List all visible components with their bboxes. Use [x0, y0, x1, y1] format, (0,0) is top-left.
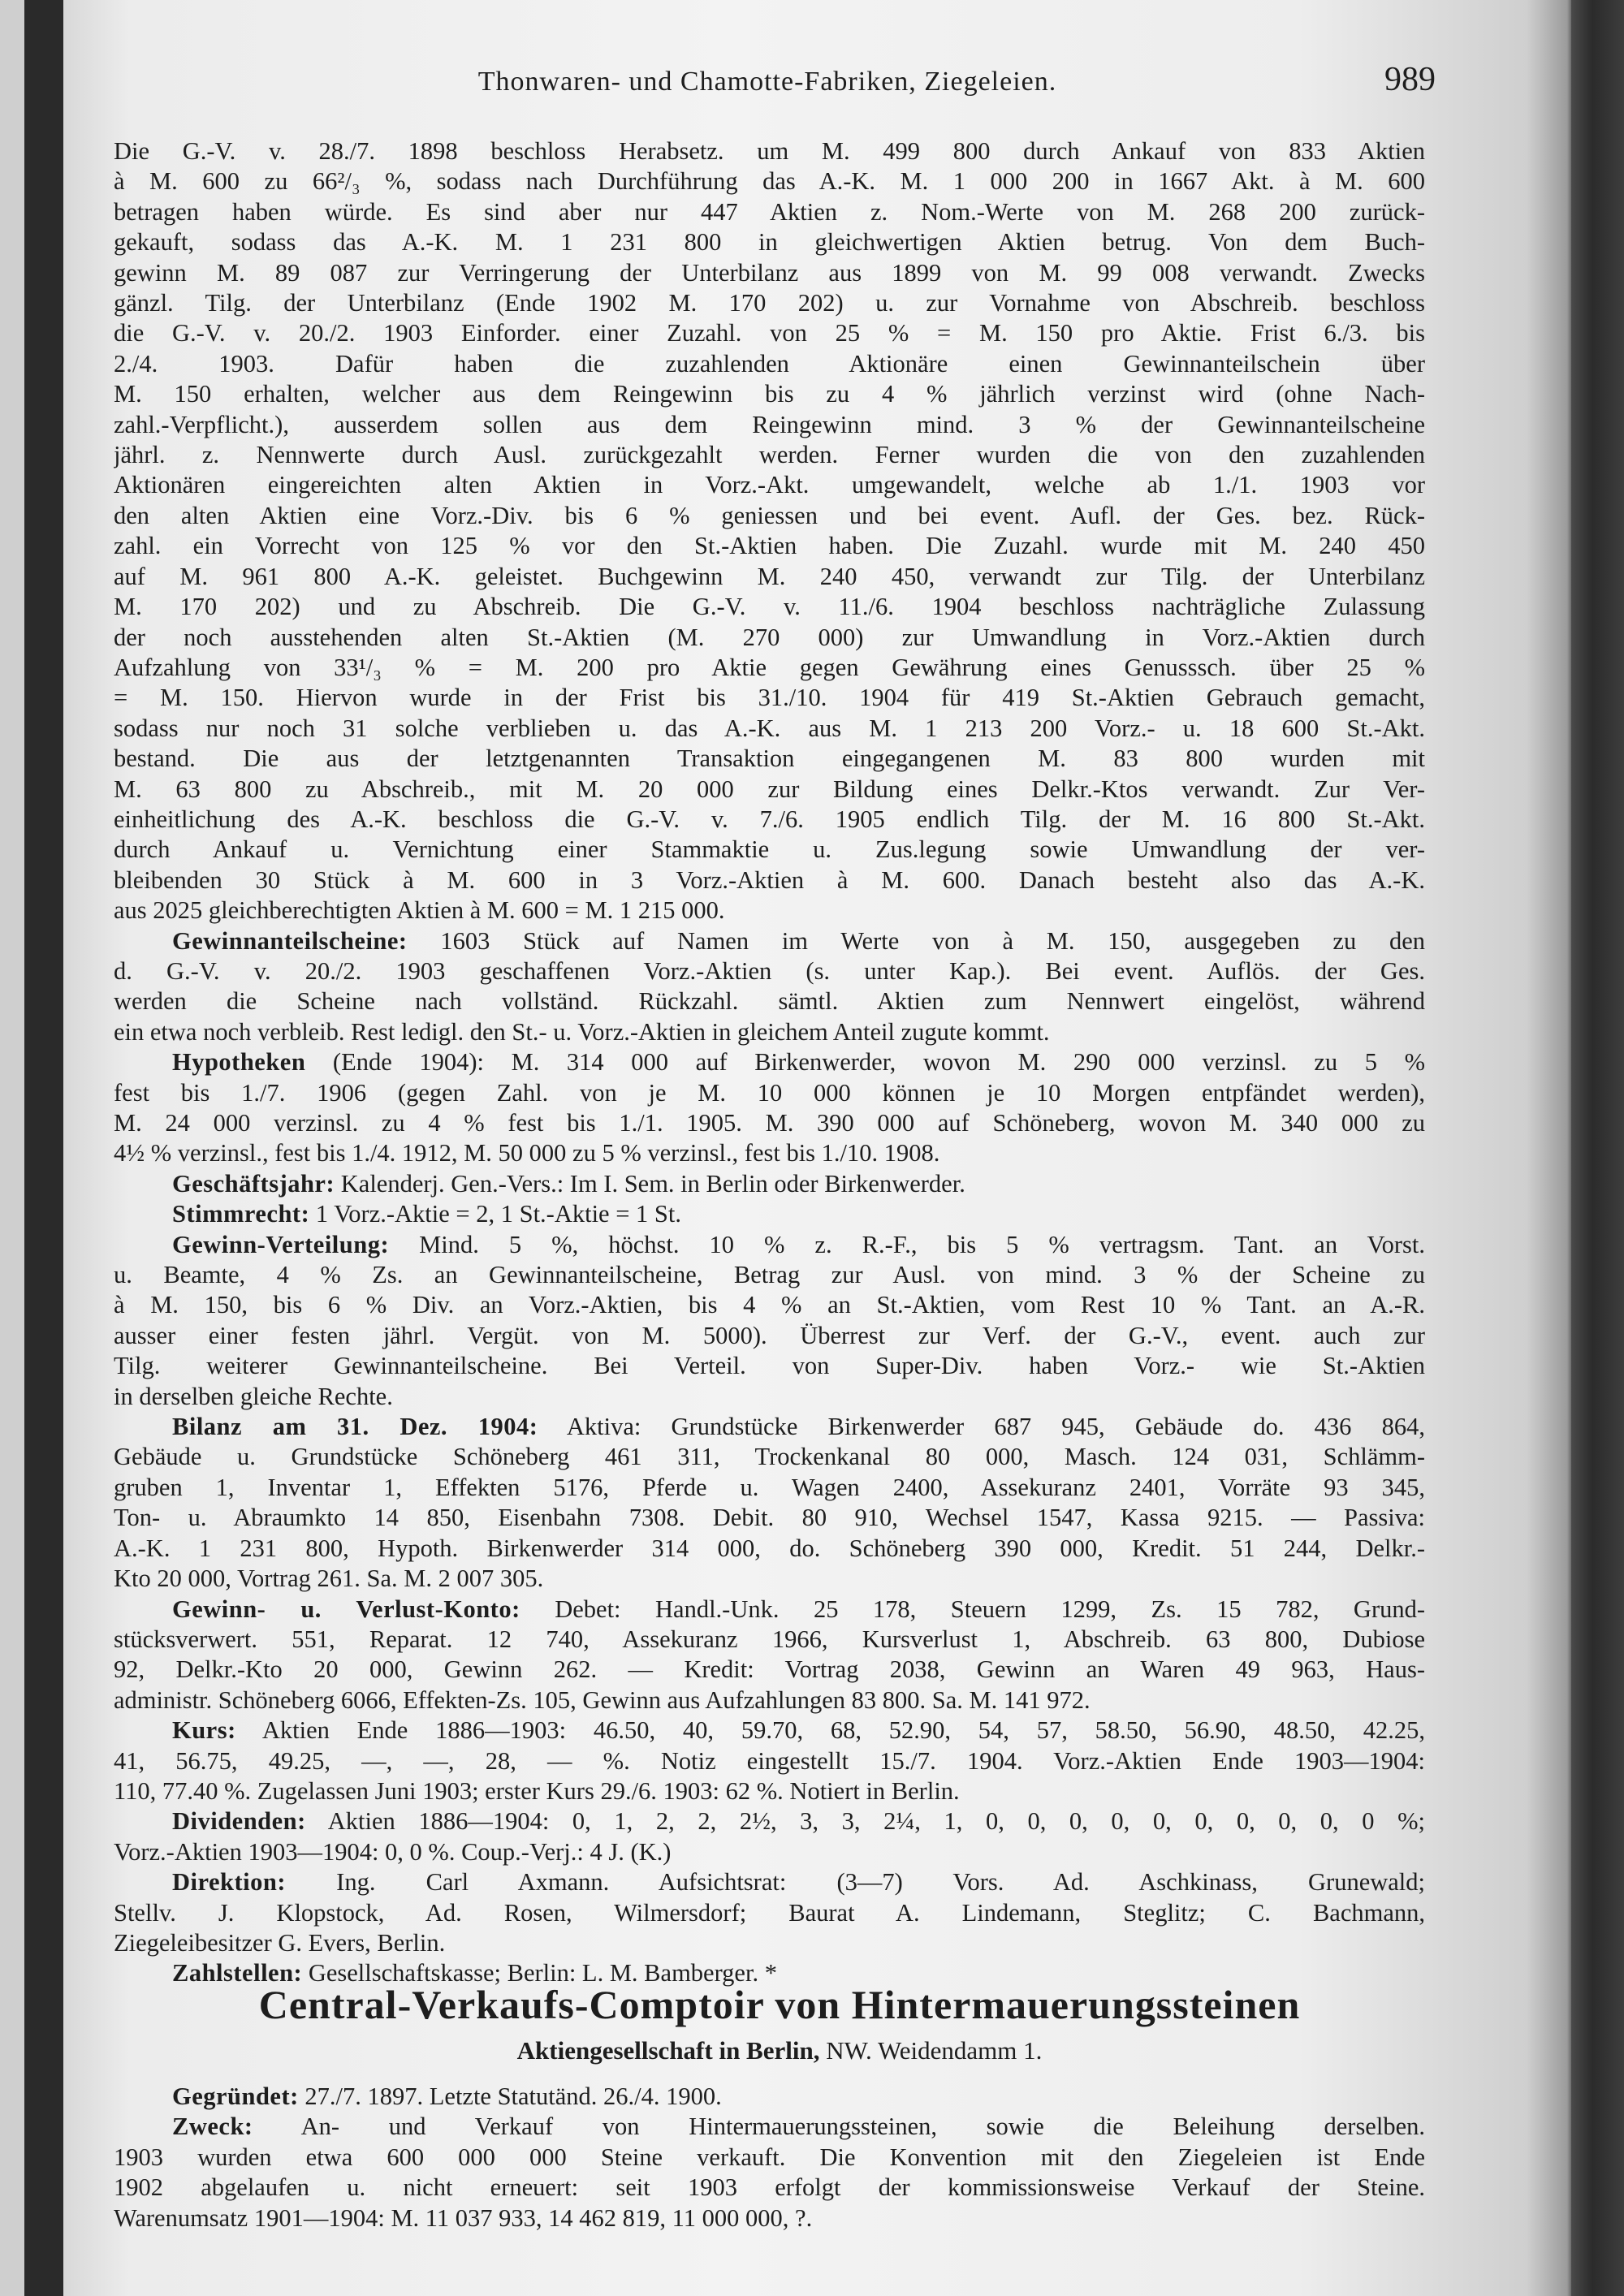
- text-line: gewinn M. 89 087 zur Verringerung der Unterbilanz aus 1899 von M. 99 008 verwandt. Zwecks: [114, 258, 1425, 287]
- text-line: gekauft, sodass das A.-K. M. 1 231 800 in gleichwertigen Aktien betrug. Von dem Buch-: [114, 228, 1425, 257]
- section-label: Zweck:: [172, 2113, 253, 2141]
- text-line: [114, 2112, 1425, 2142]
- text-line: der noch ausstehenden alten St.-Aktien (M. 270 000) zur Umwandlung in Vorz.-Aktien durch: [114, 623, 1425, 651]
- header-title: Thonwaren- und Chamotte-Fabriken, Ziegeleien.: [477, 67, 1057, 97]
- text-line: Warenumsatz 1901—1904: M. 11 037 933, 14 462 819, 11 000 000, ?.: [114, 2203, 813, 2232]
- company-legal-form: Aktiengesellschaft in Berlin,: [516, 2036, 820, 2065]
- section-text: Ing. Carl Axmann. Aufsichtsrat: (3—7) Vors. Ad. Aschkinass, Grunewald;: [336, 1868, 1425, 1897]
- text-line: den alten Aktien eine Vorz.-Div. bis 6 % geniessen und bei event. Aufl. der Ges. bez. Rück-: [114, 501, 1425, 529]
- text-line: werden die Scheine nach vollständ. Rückzahl. sämtl. Aktien zum Nennwert eingelöst, während: [114, 987, 1425, 1016]
- text-line: [114, 1412, 1425, 1442]
- text-line: à M. 150, bis 6 % Div. an Vorz.-Aktien, bis 4 % an St.-Aktien, vom Rest 10 % Tant. an A.-R.: [114, 1291, 1425, 1319]
- text-line: die G.-V. v. 20./2. 1903 Einforder. einer Zuzahl. von 25 % = M. 150 pro Aktie. Frist 6./3. bis: [114, 319, 1425, 347]
- section-label: Gewinn-Verteilung:: [172, 1230, 390, 1258]
- text-line: M. 63 800 zu Abschreib., mit M. 20 000 zur Bildung eines Delkr.-Ktos verwandt. Zur Ver-: [114, 775, 1425, 803]
- text-line: zahl. ein Vorrecht von 125 % vor den St.-Aktien haben. Die Zuzahl. wurde mit M. 240 450: [114, 532, 1425, 560]
- text-line: Die G.-V. v. 28./7. 1898 beschloss Herabsetz. um M. 499 800 durch Ankauf von 833 Aktien: [114, 137, 1425, 165]
- section-label: Gewinn- u. Verlust-Konto:: [172, 1595, 520, 1623]
- text-line: sodass nur noch 31 solche verblieben u. das A.-K. aus M. 1 213 200 Vorz.- u. 18 600 St.-Akt.: [114, 714, 1425, 742]
- text-line: zahl.-Verpflicht.), ausserdem sollen aus dem Reingewinn mind. 3 % der Gewinnanteilscheine: [114, 410, 1425, 438]
- text-line: M. 170 202) und zu Abschreib. Die G.-V. v. 11./6. 1904 beschloss nachträgliche Zulassung: [114, 593, 1425, 621]
- section-label: Hypotheken: [172, 1048, 306, 1077]
- text-line: 1903 wurden etwa 600 000 000 Steine verkauft. Die Konvention mit den Ziegeleien ist Ende: [114, 2143, 1425, 2171]
- text-line: 4½ % verzinsl., fest bis 1./4. 1912, M. 50 000 zu 5 % verzinsl., fest bis 1./10. 1908.: [114, 1139, 940, 1167]
- text-line: Aktionären eingereichten alten Aktien in Vorz.-Akt. umgewandelt, welche ab 1./1. 1903 vor: [114, 471, 1425, 499]
- text-line: durch Ankauf u. Vernichtung einer Stammaktie u. Zus.legung sowie Umwandlung der ver-: [114, 835, 1425, 864]
- section-text: Aktien 1886—1904: 0, 1, 2, 2, 2½, 3, 3, 2¼, 1, 0, 0, 0, 0, 0, 0, 0, 0, 0, 0 %;: [327, 1807, 1425, 1836]
- section-label: Bilanz am 31. Dez. 1904:: [172, 1413, 538, 1441]
- scan-left-edge: [0, 0, 24, 2296]
- section-label: Gewinnanteilscheine:: [172, 926, 408, 955]
- running-header: [114, 61, 1436, 104]
- text-line: M. 24 000 verzinsl. zu 4 % fest bis 1./1. 1905. M. 390 000 auf Schöneberg, wovon M. 340 000 zu: [114, 1109, 1425, 1137]
- text-line: [114, 926, 1425, 956]
- text-line: [114, 1047, 1425, 1077]
- scan-binding-shadow: [24, 0, 63, 2296]
- section-text: Aktien Ende 1886—1903: 46.50, 40, 59.70, 68, 52.90, 54, 57, 58.50, 56.90, 48.50, 42.25,: [261, 1716, 1425, 1745]
- text-line: bleibenden 30 Stück à M. 600 in 3 Vorz.-Aktien à M. 600. Danach besteht also das A.-K.: [114, 865, 1425, 894]
- section-text: Debet: Handl.-Unk. 25 178, Steuern 1299, Zs. 15 782, Grund-: [555, 1595, 1425, 1623]
- text-line: in derselben gleiche Rechte.: [114, 1382, 393, 1410]
- text-line: stücksverwert. 551, Reparat. 12 740, Assekuranz 1966, Kursverlust 1, Abschreib. 63 800, Dubiose: [114, 1625, 1425, 1653]
- text-line: [114, 1230, 1425, 1260]
- text-line: auf M. 961 800 A.-K. geleistet. Buchgewinn M. 240 450, verwandt zur Tilg. der Unterbilanz: [114, 562, 1425, 590]
- text-line: [114, 1806, 1425, 1836]
- company-text-block: [114, 2082, 1425, 2233]
- text-line: Kto 20 000, Vortrag 261. Sa. M. 2 007 305.: [114, 1564, 544, 1593]
- text-line: Ton- u. Abraumkto 14 850, Eisenbahn 7308. Debit. 80 910, Wechsel 1547, Kassa 9215. — Passiva:: [114, 1504, 1425, 1532]
- text-line: 2./4. 1903. Dafür haben die zuzahlenden Aktionäre einen Gewinnanteilschein über: [114, 349, 1425, 378]
- company-title: Central-Verkaufs-Comptoir von Hintermauerungssteinen: [258, 1982, 1301, 2027]
- text-line: gänzl. Tilg. der Unterbilanz (Ende 1902 M. 170 202) u. zur Vornahme von Abschreib. beschloss: [114, 289, 1425, 317]
- scan-right-shadow: [1571, 0, 1624, 2296]
- text-line: Tilg. weiterer Gewinnanteilscheine. Bei Verteil. von Super-Div. haben Vorz.- wie St.-Aktien: [114, 1352, 1425, 1380]
- section-label: Geschäftsjahr:: [172, 1169, 335, 1198]
- text-line: A.-K. 1 231 800, Hypoth. Birkenwerder 314 000, do. Schöneberg 390 000, Kredit. 51 244, Delkr.-: [114, 1534, 1425, 1562]
- text-line: [114, 1867, 1425, 1897]
- text-line: = M. 150. Hiervon wurde in der Frist bis 31./10. 1904 für 419 St.-Aktien Gebrauch gemacht,: [114, 684, 1425, 712]
- main-text-block: [114, 136, 1425, 1989]
- text-line: fest bis 1./7. 1906 (gegen Zahl. von je M. 10 000 können je 10 Morgen entpfändet werden),: [114, 1078, 1425, 1107]
- section-label: Gegründet:: [172, 2082, 299, 2110]
- text-line: à M. 600 zu 66²/₃ %, sodass nach Durchführung das A.-K. M. 1 000 200 in 1667 Akt. à M. 600: [114, 167, 1425, 196]
- section-text: 27./7. 1897. Letzte Statutänd. 26./4. 1900.: [304, 2082, 722, 2110]
- section-text: 1 Vorz.-Aktie = 2, 1 St.-Aktie = 1 St.: [315, 1200, 681, 1228]
- section-text: An- und Verkauf von Hintermauerungssteinen, sowie die Beleihung derselben.: [300, 2113, 1425, 2141]
- section-text: Mind. 5 %, höchst. 10 % z. R.-F., bis 5 % vertragsm. Tant. an Vorst.: [419, 1230, 1425, 1258]
- text-line: jährl. z. Nennwerte durch Ausl. zurückgezahlt werden. Ferner wurden die von den zuzahlenden: [114, 441, 1425, 469]
- text-line: 110, 77.40 %. Zugelassen Juni 1903; erster Kurs 29./6. 1903: 62 %. Notiert in Berlin.: [114, 1776, 960, 1805]
- text-line: [114, 1595, 1425, 1625]
- text-line: Stellv. J. Klopstock, Ad. Rosen, Wilmersdorf; Baurat A. Lindemann, Steglitz; C. Bachmann,: [114, 1898, 1425, 1927]
- text-line: Aufzahlung von 33¹/₃ % = M. 200 pro Aktie gegen Gewährung eines Genusssch. über 25 %: [114, 653, 1425, 681]
- text-line: gruben 1, Inventar 1, Effekten 5176, Pferde u. Wagen 2400, Assekuranz 2401, Vorräte 93 345,: [114, 1473, 1425, 1501]
- section-text: Aktiva: Grundstücke Birkenwerder 687 945, Gebäude do. 436 864,: [566, 1413, 1425, 1441]
- text-line: 41, 56.75, 49.25, —, —, 28, — %. Notiz eingestellt 15./7. 1904. Vorz.-Aktien Ende 1903—1904:: [114, 1746, 1425, 1775]
- section-text: Kalenderj. Gen.-Vers.: Im I. Sem. in Berlin oder Birkenwerder.: [340, 1169, 965, 1198]
- text-line: 92, Delkr.-Kto 20 000, Gewinn 262. — Kredit: Vortrag 2038, Gewinn an Waren 49 963, Haus-: [114, 1655, 1425, 1684]
- text-line: [114, 1169, 1425, 1199]
- text-line: ausser einer festen jährl. Vergüt. von M. 5000). Überrest zur Verf. der G.-V., event. auch zur: [114, 1321, 1425, 1349]
- section-label: Direktion:: [172, 1868, 286, 1897]
- section-label: Zahlstellen:: [172, 1959, 303, 1987]
- section-text: Gesellschaftskasse; Berlin: L. M. Bamberger. *: [308, 1959, 777, 1987]
- text-line: administr. Schöneberg 6066, Effekten-Zs. 105, Gewinn aus Aufzahlungen 83 800. Sa. M. 141 972.: [114, 1685, 1091, 1714]
- text-line: 1902 abgelaufen u. nicht erneuert: seit 1903 erfolgt der kommissionsweise Verkauf der Steine.: [114, 2173, 1425, 2202]
- text-line: einheitlichung des A.-K. beschloss die G.-V. v. 7./6. 1905 endlich Tilg. der M. 16 800 St.-Akt.: [114, 805, 1425, 833]
- text-line: [114, 2082, 1425, 2112]
- section-text: (Ende 1904): M. 314 000 auf Birkenwerder, wovon M. 290 000 verzinsl. zu 5 %: [332, 1048, 1425, 1077]
- section-label: Kurs:: [172, 1716, 236, 1745]
- company-subtitle: [122, 2036, 1437, 2065]
- text-line: ein etwa noch verbleib. Rest ledigl. den St.- u. Vorz.-Aktien in gleichem Anteil zugute kommt.: [114, 1017, 1050, 1046]
- section-text: 1603 Stück auf Namen im Werte von à M. 150, ausgegeben zu den: [440, 926, 1425, 955]
- text-line: betragen haben würde. Es sind aber nur 447 Aktien z. Nom.-Werte von M. 268 200 zurück-: [114, 197, 1425, 226]
- company-address: NW. Weidendamm 1.: [826, 2036, 1043, 2065]
- text-line: aus 2025 gleichberechtigten Aktien à M. 600 = M. 1 215 000.: [114, 896, 725, 925]
- text-line: d. G.-V. v. 20./2. 1903 geschaffenen Vorz.-Aktien (s. unter Kap.). Bei event. Auflös. der Ges.: [114, 956, 1425, 985]
- text-line: M. 150 erhalten, welcher aus dem Reingewinn bis zu 4 % jährlich verzinst wird (ohne Nach-: [114, 380, 1425, 408]
- text-line: [114, 1199, 1425, 1229]
- text-line: Ziegeleibesitzer G. Evers, Berlin.: [114, 1928, 446, 1957]
- page-number: 989: [1384, 61, 1436, 98]
- text-line: bestand. Die aus der letztgenannten Transaktion eingegangenen M. 83 800 wurden mit: [114, 744, 1425, 773]
- text-line: Gebäude u. Grundstücke Schöneberg 461 311, Trockenkanal 80 000, Masch. 124 031, Schlämm-: [114, 1443, 1425, 1471]
- section-label: Dividenden:: [172, 1807, 306, 1836]
- text-line: u. Beamte, 4 % Zs. an Gewinnanteilscheine, Betrag zur Ausl. von mind. 3 % der Scheine zu: [114, 1261, 1425, 1289]
- section-label: Stimmrecht:: [172, 1200, 310, 1228]
- text-line: Vorz.-Aktien 1903—1904: 0, 0 %. Coup.-Verj.: 4 J. (K.): [114, 1837, 672, 1866]
- text-line: [114, 1716, 1425, 1746]
